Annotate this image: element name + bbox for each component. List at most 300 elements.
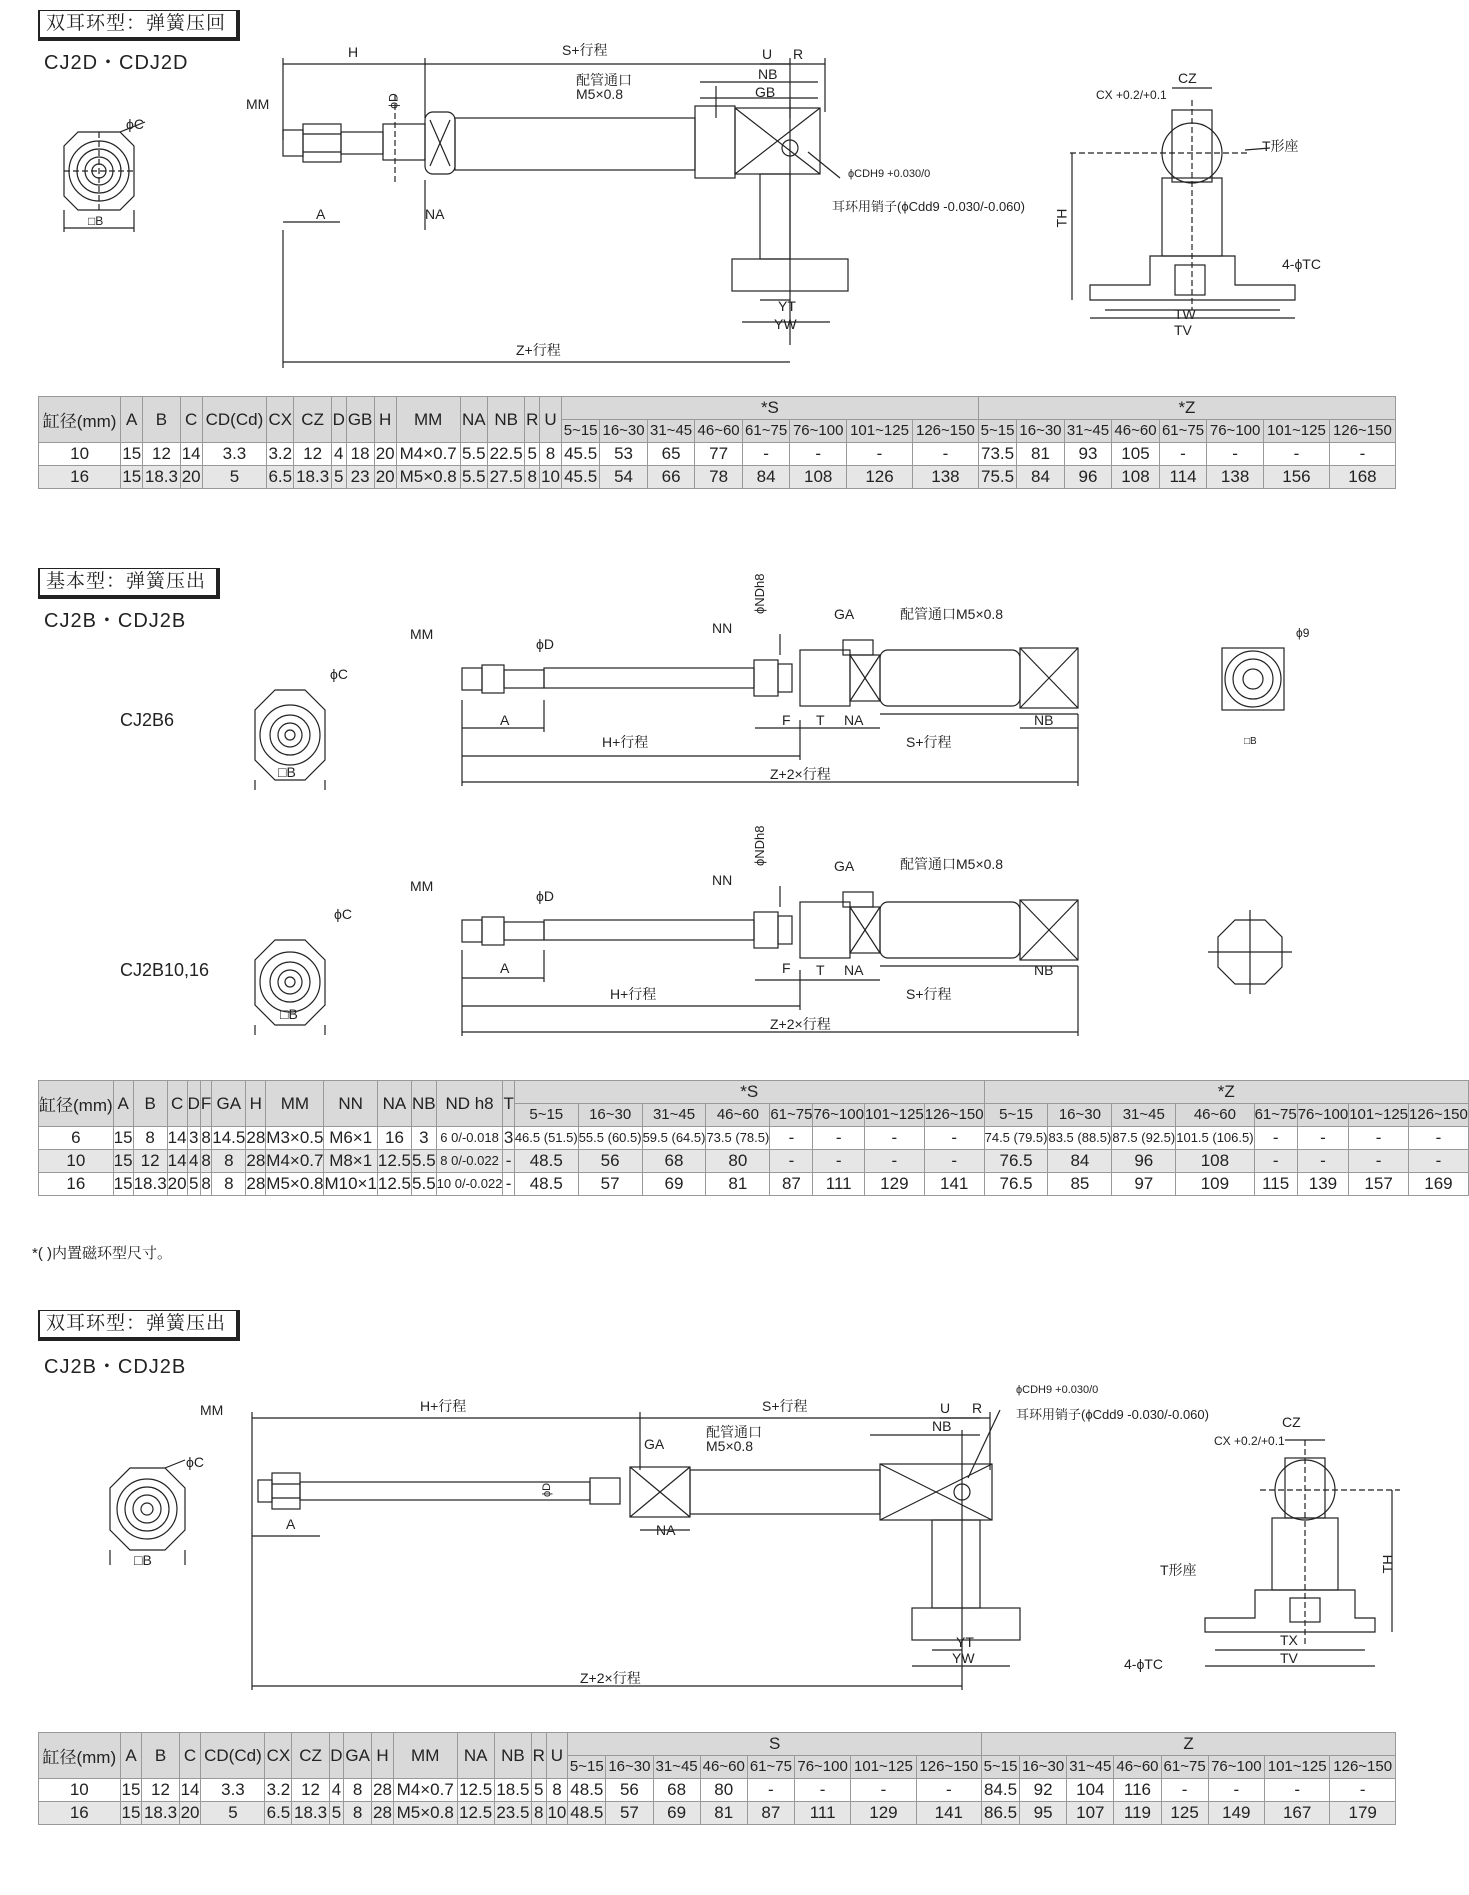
table-cell: 15	[120, 1802, 142, 1825]
table-cell: 8	[212, 1173, 246, 1196]
s1-TV-label: TV	[1174, 322, 1192, 338]
section2-title: 基本型：弹簧压出	[38, 568, 220, 599]
range-header: 126~150	[1330, 1756, 1396, 1779]
table-row	[39, 1802, 1396, 1825]
table-cell: 20	[374, 443, 396, 466]
table-cell: 3.2	[265, 1779, 292, 1802]
s2a-rear-sqB-label: □B	[1244, 736, 1257, 747]
table-cell: 68	[653, 1779, 700, 1802]
group-z-header: *Z	[978, 397, 1395, 420]
table-cell: 93	[1064, 443, 1112, 466]
range-header: 5~15	[514, 1104, 578, 1127]
table-cell: M3×0.5	[266, 1127, 324, 1150]
table-cell: 156	[1263, 466, 1329, 489]
table-cell: 6.5	[267, 466, 294, 489]
s2a-sqB-label: □B	[278, 764, 296, 780]
table-cell: 8	[344, 1802, 372, 1825]
table-cell: 10 0/-0.022	[436, 1173, 503, 1196]
s1-YW-label: YW	[774, 316, 797, 332]
range-header: 76~100	[794, 1756, 850, 1779]
table-cell: 101.5 (106.5)	[1176, 1127, 1254, 1150]
table-cell: 116	[1114, 1779, 1161, 1802]
table-cell: 10	[546, 1802, 568, 1825]
table-cell: 16	[377, 1127, 411, 1150]
range-header: 46~60	[1176, 1104, 1254, 1127]
table-cell: 80	[700, 1779, 747, 1802]
s3-A-label: A	[286, 1516, 296, 1532]
header-cell: NB	[412, 1081, 437, 1127]
table-cell: 97	[1112, 1173, 1176, 1196]
table-cell: 53	[600, 443, 648, 466]
table-cell: 5.5	[412, 1173, 437, 1196]
table-row	[39, 1127, 1469, 1150]
table-cell: 4	[329, 1779, 344, 1802]
table2-note: *( )内置磁环型尺寸。	[32, 1245, 172, 1262]
header-cell: 缸径(mm)	[39, 1081, 114, 1127]
header-cell: A	[113, 1081, 133, 1127]
table-cell: 8	[532, 1802, 547, 1825]
s3-TV-label: TV	[1280, 1650, 1298, 1666]
s2b-F-label: F	[782, 960, 791, 976]
table-row	[39, 1779, 1396, 1802]
s3-MM-label: MM	[200, 1402, 224, 1418]
table-cell: 5	[329, 1802, 344, 1825]
table-cell: 27.5	[487, 466, 525, 489]
s2b-NDh8-label: ϕNDh8	[752, 825, 767, 866]
range-header: 46~60	[695, 420, 743, 443]
table-cell: 77	[695, 443, 743, 466]
range-header: 126~150	[1329, 420, 1395, 443]
s2b-Z-label: Z+2×行程	[770, 1016, 831, 1032]
range-header: 46~60	[1112, 420, 1160, 443]
s2a-phi9-label: ϕ9	[1296, 626, 1310, 640]
table-cell: 5	[187, 1173, 200, 1196]
header-cell: CZ	[294, 397, 332, 443]
range-header: 76~100	[1297, 1104, 1348, 1127]
range-header: 101~125	[1264, 1756, 1329, 1779]
s3-phiD-label: ϕD	[541, 1482, 554, 1498]
table-cell: 5	[201, 1802, 265, 1825]
table-cell: 48.5	[514, 1150, 578, 1173]
range-header: 101~125	[851, 1756, 916, 1779]
table-cell: -	[1409, 1127, 1469, 1150]
range-header: 126~150	[916, 1756, 981, 1779]
s3-CZ-label: CZ	[1282, 1414, 1301, 1430]
s1-port-label: 配管通口	[576, 72, 632, 88]
table-cell: 92	[1020, 1779, 1067, 1802]
table1	[38, 396, 1396, 489]
table-cell: 8	[525, 466, 540, 489]
range-header: 101~125	[1263, 420, 1329, 443]
table-cell: 168	[1329, 466, 1395, 489]
table-cell: 12	[142, 1779, 179, 1802]
table-cell: 20	[167, 1173, 187, 1196]
range-header: 16~30	[1048, 1104, 1112, 1127]
range-header: 31~45	[1112, 1104, 1176, 1127]
table-cell: -	[1264, 1779, 1329, 1802]
table-cell: 84	[1048, 1150, 1112, 1173]
s1-cd-label: ϕCDH9 +0.030/0	[848, 168, 931, 180]
table-cell: 14	[179, 1779, 201, 1802]
table-cell: -	[924, 1150, 984, 1173]
table-cell: 108	[1176, 1150, 1254, 1173]
table-cell: M4×0.7	[393, 1779, 457, 1802]
header-cell: F	[200, 1081, 211, 1127]
range-header: 31~45	[653, 1756, 700, 1779]
s2b-NA-label: NA	[844, 962, 864, 978]
table-cell: 141	[916, 1802, 981, 1825]
group-z-header: Z	[982, 1733, 1396, 1756]
table-cell: 111	[794, 1802, 850, 1825]
table-cell: -	[924, 1127, 984, 1150]
header-cell: NB	[494, 1733, 531, 1779]
table-cell: 3	[412, 1127, 437, 1150]
table-cell: 18.3	[142, 1802, 179, 1825]
range-header: 61~75	[770, 1104, 813, 1127]
table-cell: 48.5	[568, 1779, 606, 1802]
header-cell: D	[331, 397, 346, 443]
table-cell: 76.5	[984, 1173, 1048, 1196]
table-cell: 73.5 (78.5)	[706, 1127, 770, 1150]
table-cell: 105	[1112, 443, 1160, 466]
table-cell: 8	[540, 443, 562, 466]
s3-phiC-label: ϕC	[186, 1454, 204, 1470]
table-cell: 10	[39, 443, 121, 466]
s3-pin-label: 耳环用销子(ϕCdd9 -0.030/-0.060)	[1016, 1407, 1209, 1422]
table-cell: -	[790, 443, 847, 466]
table-cell: 12	[292, 1779, 329, 1802]
header-cell: MM	[396, 397, 460, 443]
table-cell: -	[1330, 1779, 1396, 1802]
section2-model: CJ2B・CDJ2B	[44, 610, 187, 632]
s1-phiC-label: ϕC	[126, 116, 144, 132]
table-cell: 84	[742, 466, 790, 489]
s3-cd-label: ϕCDH9 +0.030/0	[1016, 1384, 1099, 1396]
table-cell: 12.5	[457, 1779, 494, 1802]
table-row	[39, 466, 1396, 489]
table-cell: 75.5	[978, 466, 1016, 489]
table-cell: 81	[706, 1173, 770, 1196]
s1-port-size-label: M5×0.8	[576, 86, 624, 102]
s1-pin-label: 耳环用销子(ϕCdd9 -0.030/-0.060)	[832, 199, 1025, 214]
table-cell: 15	[121, 443, 143, 466]
group-z-header: *Z	[984, 1081, 1468, 1104]
table-cell: 6 0/-0.018	[436, 1127, 503, 1150]
table-cell: 87	[747, 1802, 794, 1825]
table-cell: 115	[1254, 1173, 1297, 1196]
header-cell: U	[546, 1733, 568, 1779]
section1-model: CJ2D・CDJ2D	[44, 52, 189, 74]
s2a-NA-label: NA	[844, 712, 864, 728]
range-header: 31~45	[1067, 1756, 1114, 1779]
range-header: 126~150	[912, 420, 978, 443]
s2b-NB-label: NB	[1034, 962, 1054, 978]
header-cell: GA	[212, 1081, 246, 1127]
header-cell: B	[142, 1733, 179, 1779]
table-cell: 45.5	[561, 466, 599, 489]
table-cell: 125	[1161, 1802, 1208, 1825]
s2-sub2-label: CJ2B10,16	[120, 960, 210, 980]
table-cell: 157	[1349, 1173, 1409, 1196]
range-header: 5~15	[561, 420, 599, 443]
table-cell: 81	[1017, 443, 1065, 466]
table-cell: -	[1208, 1779, 1264, 1802]
range-header: 76~100	[790, 420, 847, 443]
header-cell: CZ	[292, 1733, 329, 1779]
table-cell: 6.5	[265, 1802, 292, 1825]
table-cell: 138	[1207, 466, 1264, 489]
table-cell: 12.5	[457, 1802, 494, 1825]
table-cell: 85	[1048, 1173, 1112, 1196]
table-cell: 12	[294, 443, 332, 466]
table-cell: 84	[1017, 466, 1065, 489]
s1-Tmount-label: T形座	[1262, 138, 1299, 154]
table-cell: M4×0.7	[266, 1150, 324, 1173]
table-cell: 138	[912, 466, 978, 489]
s3-port-label: 配管通口	[706, 1424, 762, 1440]
table-cell: 119	[1114, 1802, 1161, 1825]
table-cell: 65	[647, 443, 695, 466]
s3-S-label: S+行程	[762, 1398, 808, 1414]
table-cell: 16	[39, 1802, 121, 1825]
s2a-phiD-label: ϕD	[536, 636, 554, 652]
table-cell: -	[503, 1150, 514, 1173]
table-cell: 56	[606, 1779, 653, 1802]
table-cell: 5	[331, 466, 346, 489]
range-header: 5~15	[568, 1756, 606, 1779]
table-cell: 48.5	[514, 1173, 578, 1196]
table-cell: 18.5	[494, 1779, 531, 1802]
range-header: 126~150	[924, 1104, 984, 1127]
table-cell: 66	[647, 466, 695, 489]
header-cell: H	[246, 1081, 266, 1127]
header-cell: GA	[344, 1733, 372, 1779]
header-cell: H	[374, 397, 396, 443]
header-cell: U	[540, 397, 562, 443]
range-header: 16~30	[1017, 420, 1065, 443]
table-cell: 8	[344, 1779, 372, 1802]
table-cell: 20	[180, 466, 202, 489]
table-cell: -	[813, 1150, 864, 1173]
s3-Z-label: Z+2×行程	[580, 1670, 641, 1686]
table-cell: 22.5	[487, 443, 525, 466]
header-cell: C	[167, 1081, 187, 1127]
table-cell: 16	[39, 1173, 114, 1196]
table-cell: 3.3	[201, 1779, 265, 1802]
table-cell: 126	[847, 466, 913, 489]
s3-TX-label: TX	[1280, 1632, 1298, 1648]
s1-phiD-label: ϕD	[386, 93, 401, 109]
s2b-phiC-label: ϕC	[334, 906, 352, 922]
table-cell: 6	[39, 1127, 114, 1150]
s2b-GA-label: GA	[834, 858, 855, 874]
table-cell: 18.3	[294, 466, 332, 489]
range-header: 31~45	[642, 1104, 706, 1127]
s2-b6-rear-view	[1222, 648, 1284, 710]
table-cell: 5	[202, 466, 267, 489]
s1-A-label: A	[316, 206, 326, 222]
table-cell: 14.5	[212, 1127, 246, 1150]
table-cell: 5	[532, 1779, 547, 1802]
table-cell: 4	[331, 443, 346, 466]
table-cell: 96	[1064, 466, 1112, 489]
table-cell: 149	[1208, 1802, 1264, 1825]
range-header: 5~15	[982, 1756, 1020, 1779]
table-cell: -	[742, 443, 790, 466]
s2b-S-label: S+行程	[906, 986, 952, 1002]
s2a-T-label: T	[816, 712, 825, 728]
table-cell: 15	[113, 1150, 133, 1173]
table-cell: 69	[653, 1802, 700, 1825]
table-cell: 56	[578, 1150, 642, 1173]
s1-sqB-label: □B	[88, 214, 104, 228]
s1-CX-label: CX +0.2/+0.1	[1096, 88, 1167, 102]
s3-CX-label: CX +0.2/+0.1	[1214, 1434, 1285, 1448]
s3-YW-label: YW	[952, 1650, 975, 1666]
header-cell: CX	[267, 397, 294, 443]
range-header: 61~75	[1254, 1104, 1297, 1127]
header-cell: R	[532, 1733, 547, 1779]
range-header: 46~60	[700, 1756, 747, 1779]
s2-sub1-label: CJ2B6	[120, 710, 175, 730]
table-cell: 8 0/-0.022	[436, 1150, 503, 1173]
table-cell: -	[1263, 443, 1329, 466]
table-cell: 179	[1330, 1802, 1396, 1825]
table-cell: 104	[1067, 1779, 1114, 1802]
s3-R-label: R	[972, 1400, 983, 1416]
s1-CZ-label: CZ	[1178, 70, 1197, 86]
table-cell: 78	[695, 466, 743, 489]
table-cell: 8	[133, 1127, 167, 1150]
table-cell: -	[1409, 1150, 1469, 1173]
table-row	[39, 1150, 1469, 1173]
range-header: 16~30	[606, 1756, 653, 1779]
table-cell: 16	[39, 466, 121, 489]
table-cell: 109	[1176, 1173, 1254, 1196]
table-cell: 69	[642, 1173, 706, 1196]
table-cell: M5×0.8	[396, 466, 460, 489]
header-cell: A	[121, 397, 143, 443]
range-header: 31~45	[647, 420, 695, 443]
table-cell: 8	[546, 1779, 568, 1802]
table-cell: 18.3	[133, 1173, 167, 1196]
table-cell: 23	[346, 466, 374, 489]
s3-U-label: U	[940, 1400, 951, 1416]
s3-TH-label: TH	[1379, 1554, 1396, 1574]
table-cell: 68	[642, 1150, 706, 1173]
s2b-T-label: T	[816, 962, 825, 978]
range-header: 46~60	[706, 1104, 770, 1127]
table-cell: 20	[179, 1802, 201, 1825]
table-cell: 12.5	[377, 1150, 411, 1173]
table-cell: 23.5	[494, 1802, 531, 1825]
table-cell: -	[747, 1779, 794, 1802]
table2	[38, 1080, 1469, 1196]
table-cell: 3.3	[202, 443, 267, 466]
table-cell: 15	[121, 466, 143, 489]
section1-title: 双耳环型：弹簧压回	[38, 10, 240, 41]
header-cell: D	[329, 1733, 344, 1779]
table-cell: -	[1254, 1150, 1297, 1173]
s1-S-label: S+行程	[562, 42, 608, 58]
range-header: 61~75	[1159, 420, 1207, 443]
header-cell: R	[525, 397, 540, 443]
header-cell: MM	[393, 1733, 457, 1779]
table-cell: -	[1159, 443, 1207, 466]
table-cell: -	[1207, 443, 1264, 466]
table-row	[39, 443, 1396, 466]
s2b-NN-label: NN	[712, 872, 733, 888]
table-cell: 81	[700, 1802, 747, 1825]
range-header: 61~75	[742, 420, 790, 443]
table-cell: 18.3	[292, 1802, 329, 1825]
table-cell: -	[847, 443, 913, 466]
table-row	[39, 1173, 1469, 1196]
s1-NA-label: NA	[425, 206, 445, 222]
s2a-H-label: H+行程	[602, 734, 649, 750]
header-cell: D	[187, 1081, 200, 1127]
s1-Z-label: Z+行程	[516, 342, 561, 358]
s1-R-label: R	[793, 46, 804, 62]
s2a-F-label: F	[782, 712, 791, 728]
s1-TW-label: TW	[1174, 306, 1196, 322]
header-cell: B	[133, 1081, 167, 1127]
s3-end-view	[110, 1460, 185, 1565]
table-cell: 83.5 (88.5)	[1048, 1127, 1112, 1150]
s1-H-label: H	[348, 44, 359, 60]
table-cell: -	[1161, 1779, 1208, 1802]
table-cell: 12	[133, 1150, 167, 1173]
table-cell: -	[1329, 443, 1395, 466]
s2a-NB-label: NB	[1034, 712, 1054, 728]
table-cell: 15	[113, 1127, 133, 1150]
range-header: 5~15	[984, 1104, 1048, 1127]
table-cell: 73.5	[978, 443, 1016, 466]
table-cell: 87	[770, 1173, 813, 1196]
s1-YT-label: YT	[778, 298, 796, 314]
group-s-header: S	[568, 1733, 982, 1756]
table3	[38, 1732, 1396, 1825]
s3-sqB-label: □B	[134, 1552, 152, 1568]
s2a-NDh8-label: ϕNDh8	[752, 573, 767, 614]
table-cell: M4×0.7	[396, 443, 460, 466]
range-header: 16~30	[1020, 1756, 1067, 1779]
s2a-NN-label: NN	[712, 620, 733, 636]
table-cell: 14	[167, 1150, 187, 1173]
s2-b10-rear-view	[1208, 910, 1292, 994]
range-header: 16~30	[600, 420, 648, 443]
s2a-Z-label: Z+2×行程	[770, 766, 831, 782]
table-cell: 169	[1409, 1173, 1469, 1196]
header-cell: H	[372, 1733, 394, 1779]
range-header: 101~125	[847, 420, 913, 443]
s2b-MM-label: MM	[410, 878, 434, 894]
table-cell: 14	[180, 443, 202, 466]
table-cell: 10	[39, 1150, 114, 1173]
s1-TH-label: TH	[1053, 208, 1070, 228]
table-cell: -	[794, 1779, 850, 1802]
table-cell: 108	[1112, 466, 1160, 489]
table-cell: M10×1	[324, 1173, 377, 1196]
table-cell: 20	[374, 466, 396, 489]
table-cell: 10	[39, 1779, 121, 1802]
header-cell: MM	[266, 1081, 324, 1127]
table-cell: 28	[372, 1779, 394, 1802]
header-cell: 缸径(mm)	[39, 1733, 121, 1779]
table-cell: 57	[606, 1802, 653, 1825]
table-cell: 8	[212, 1150, 246, 1173]
table-cell: -	[916, 1779, 981, 1802]
